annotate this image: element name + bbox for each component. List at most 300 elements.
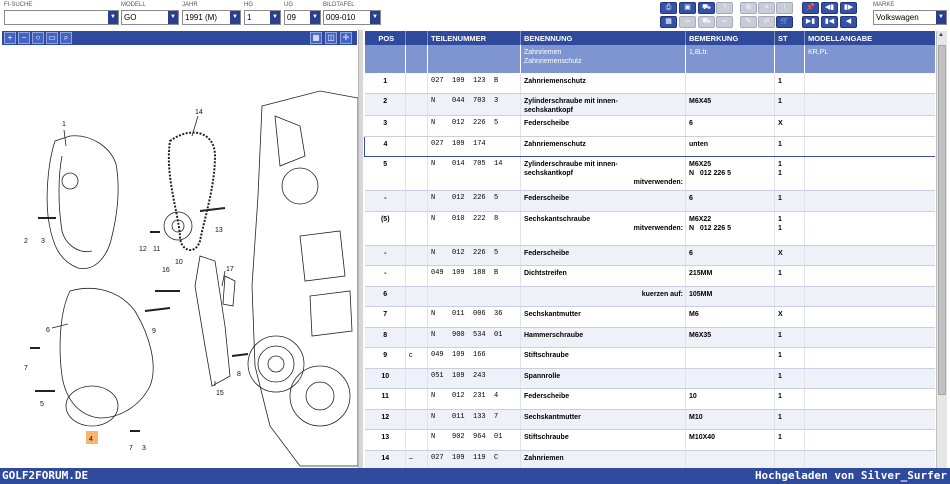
cell-modellangabe (805, 450, 936, 468)
cell-flag (406, 327, 428, 348)
cell-bemerkung (686, 157, 775, 191)
cell-teilenummer: 049 109 188 B (428, 266, 521, 287)
cell-pos: 5 (365, 157, 406, 191)
step-back-icon: ◀▮ (824, 4, 835, 11)
callout-16[interactable]: 16 (162, 267, 170, 274)
cell-benennung: Zahnriemenschutz (521, 136, 686, 157)
aux-pulley-inner (306, 382, 334, 410)
cell-modellangabe (805, 286, 936, 307)
modell-label: MODELL (121, 2, 146, 8)
hg-field (244, 1, 281, 25)
callout-12[interactable]: 12 (139, 246, 147, 253)
callout-1[interactable]: 1 (62, 121, 66, 128)
cell-teilenummer: N 900 534 01 (428, 327, 521, 348)
cell-teilenummer: 027 109 174 (428, 136, 521, 157)
cell-bemerkung: M10 (686, 409, 775, 430)
modell-select[interactable] (121, 10, 179, 25)
table-row[interactable] (365, 73, 936, 94)
cell-benennung: Zahnriemen (521, 450, 686, 468)
chevron-down-icon: ▼ (168, 11, 178, 24)
hg-label: HG (244, 2, 253, 8)
group-benennung (521, 45, 686, 73)
table-row[interactable] (365, 191, 936, 212)
mitverwenden-label: mitverwenden: (633, 224, 683, 232)
cell-benennung: Federscheibe (521, 116, 686, 137)
grid-icon: ▦ (665, 18, 672, 25)
callout-13[interactable]: 13 (215, 227, 223, 234)
group-header-row (365, 45, 936, 73)
cell-modellangabe (805, 94, 936, 116)
cell-flag (406, 430, 428, 451)
catalog-button[interactable] (679, 2, 696, 14)
st-text-2: 1 (778, 170, 782, 177)
print-button[interactable] (660, 2, 677, 14)
back-button[interactable] (679, 16, 696, 28)
cell-pos: 13 (365, 430, 406, 451)
table-header-row (365, 31, 936, 45)
cell-teilenummer: N 044 703 3 (428, 94, 521, 116)
table-row[interactable] (365, 389, 936, 410)
cell-benennung: Federscheibe (521, 245, 686, 266)
group-flag (406, 45, 428, 73)
col-teilenummer-header[interactable]: TEILENUMMER (428, 31, 521, 45)
parts-table-container (364, 31, 935, 468)
table-row[interactable] (365, 94, 936, 116)
car-icon: ⛟ (702, 4, 711, 11)
col-st-header[interactable]: ST (775, 31, 805, 45)
cell-flag (406, 116, 428, 137)
top-toolbar (0, 0, 950, 30)
cell-bemerkung (686, 368, 775, 389)
cell-st (775, 157, 805, 191)
chevron-down-icon: ▼ (270, 11, 280, 24)
bemerkung-text: M6X25 (689, 161, 712, 168)
chevron-down-icon: ▼ (108, 11, 118, 24)
callout-10[interactable]: 10 (175, 259, 183, 266)
cell-flag (406, 409, 428, 430)
group-nr (428, 45, 521, 73)
cell-st: 1 (775, 136, 805, 157)
callout-15[interactable]: 15 (216, 390, 224, 397)
expand-button[interactable] (340, 32, 352, 44)
cell-bemerkung: 6 (686, 116, 775, 137)
crank-hub (268, 356, 284, 372)
skip-last-icon: ▮◀ (824, 18, 835, 25)
group-st (775, 45, 805, 73)
st-text: 1 (778, 215, 782, 223)
cell-teilenummer (428, 286, 521, 307)
table-row[interactable] (365, 157, 936, 191)
cell-bemerkung: 6 (686, 245, 775, 266)
st-text-2: 1 (778, 224, 782, 232)
callout-4[interactable]: 4 (89, 436, 93, 443)
bildtafel-label: BILDTAFEL (323, 2, 355, 8)
timing-belt (169, 133, 215, 250)
cell-flag (406, 94, 428, 116)
magnifier-button[interactable] (60, 32, 72, 44)
cell-modellangabe (805, 116, 936, 137)
cart-icon: 🛒 (780, 18, 789, 25)
cell-flag (406, 266, 428, 287)
table-row[interactable] (365, 211, 936, 245)
col-bemerkung-header[interactable]: BEMERKUNG (686, 31, 775, 45)
help-icon: ? (722, 4, 727, 11)
table-row[interactable] (365, 307, 936, 328)
callout-2[interactable]: 2 (24, 238, 28, 245)
chevron-down-icon: ▼ (310, 11, 320, 24)
cell-bemerkung: 105MM (686, 286, 775, 307)
cell-flag: c (406, 348, 428, 369)
copy-button[interactable] (740, 2, 757, 14)
cell-flag (406, 157, 428, 191)
step-forward-icon: ▮▶ (843, 4, 854, 11)
leader-6 (52, 324, 68, 328)
cell-benennung: Stiftschraube (521, 430, 686, 451)
table-row[interactable] (365, 245, 936, 266)
group-benennung-1: Zahnriemen (524, 49, 562, 56)
help-button[interactable] (716, 2, 733, 14)
prev-button[interactable] (840, 16, 857, 28)
col-modellangabe-header[interactable]: MODELLANGABE (805, 31, 936, 45)
marke-value: Volkswagen (876, 13, 919, 22)
cell-st: 1 (775, 191, 805, 212)
bemerkung-text: M6X22 (689, 215, 712, 223)
info-icon: i (783, 4, 786, 11)
cell-st: 1 (775, 94, 805, 116)
bildtafel-value: 009-010 (326, 13, 356, 22)
cell-benennung: Sechskantmutter (521, 409, 686, 430)
benennung-text: Sechskantschraube (524, 215, 591, 223)
cell-st (775, 450, 805, 468)
cell-teilenummer: N 011 006 36 (428, 307, 521, 328)
col-flag-header (406, 31, 428, 45)
cam-housing (275, 116, 305, 166)
cell-pos: 12 (365, 409, 406, 430)
cell-pos: 2 (365, 94, 406, 116)
cell-teilenummer: N 014 705 14 (428, 157, 521, 191)
cell-benennung: Dichtstreifen (521, 266, 686, 287)
crank-cover-ring (66, 386, 118, 426)
cell-pos: 6 (365, 286, 406, 307)
cell-bemerkung: M6X35 (686, 327, 775, 348)
prev-image-button[interactable] (821, 2, 838, 14)
expand-icon: ✛ (342, 33, 350, 42)
cell-benennung: Sechskantmutter (521, 307, 686, 328)
cell-pos: - (365, 191, 406, 212)
st-text: 1 (778, 161, 782, 168)
cell-bemerkung: M6 (686, 307, 775, 328)
jahr-value: 1991 (M) (185, 13, 218, 22)
hg-value: 1 (247, 13, 252, 22)
cell-bemerkung (686, 73, 775, 94)
table-row[interactable] (365, 136, 936, 157)
diagram-toolbar (2, 31, 357, 45)
copy-icon: ⧉ (746, 4, 751, 11)
callout-3[interactable]: 3 (41, 238, 45, 245)
scrollbar-thumb[interactable] (938, 45, 946, 395)
table-row[interactable] (365, 368, 936, 389)
cell-modellangabe (805, 266, 936, 287)
cell-teilenummer: N 010 222 8 (428, 211, 521, 245)
cell-teilenummer: 051 109 243 (428, 368, 521, 389)
footer-uploader: Hochgeladen von Silver_Surfer (754, 469, 947, 482)
zoom-in-icon: + (7, 33, 13, 42)
cell-pos: (5) (365, 211, 406, 245)
note-icon: ✎ (745, 18, 752, 25)
cell-benennung: Federscheibe (521, 389, 686, 410)
cell-pos: - (365, 245, 406, 266)
forward-button[interactable] (716, 16, 733, 28)
zoom-out-button[interactable] (18, 32, 30, 44)
marke-select[interactable] (873, 10, 947, 25)
last-button[interactable] (821, 16, 838, 28)
crank-pulley (248, 336, 304, 392)
cell-teilenummer: N 011 133 7 (428, 409, 521, 430)
table-row[interactable] (365, 327, 936, 348)
jahr-field (182, 1, 241, 25)
group-modellangabe: KR,PL (805, 45, 936, 73)
table-row[interactable] (365, 266, 936, 287)
book-icon: ▣ (684, 4, 691, 11)
cell-benennung: Zahnriemenschutz (521, 73, 686, 94)
cell-teilenummer: N 012 226 5 (428, 116, 521, 137)
callout-7b[interactable]: 7 (129, 445, 133, 452)
benennung-text: Zylinderschraube mit innen- sechskantkopf (524, 161, 618, 177)
bildtafel-field (323, 1, 381, 25)
stud-13 (200, 208, 225, 211)
cell-modellangabe (805, 327, 936, 348)
table-row[interactable] (365, 116, 936, 137)
cell-flag (406, 73, 428, 94)
cell-bemerkung: M10X40 (686, 430, 775, 451)
table-row[interactable] (365, 409, 936, 430)
callout-3b[interactable]: 3 (142, 445, 146, 452)
cell-pos: 8 (365, 327, 406, 348)
cell-benennung (521, 211, 686, 245)
aux-pulley (290, 366, 350, 426)
marke-field (873, 1, 947, 25)
tensioner-hub (172, 220, 184, 232)
callout-17[interactable]: 17 (226, 266, 234, 273)
cell-modellangabe (805, 307, 936, 328)
cell-modellangabe (805, 191, 936, 212)
cell-modellangabe (805, 368, 936, 389)
split-view-button[interactable] (325, 32, 337, 44)
cell-modellangabe (805, 348, 936, 369)
belt-cover-rib (59, 156, 92, 252)
bolt-8 (232, 354, 248, 356)
cell-bemerkung: 6 (686, 191, 775, 212)
cell-benennung: Stiftschraube (521, 348, 686, 369)
thumbnails-button[interactable] (310, 32, 322, 44)
table-scrollbar[interactable] (936, 31, 947, 468)
belt-cover-lower (60, 288, 153, 418)
marke-label: MARKE (873, 2, 895, 8)
cam-sprocket (282, 168, 318, 204)
mitverwenden-value: N 012 226 5 (689, 224, 732, 232)
next-image-button[interactable] (840, 2, 857, 14)
compare-button[interactable] (758, 16, 775, 28)
exploded-parts-diagram (0, 46, 358, 468)
bildtafel-select[interactable] (323, 10, 381, 25)
cell-modellangabe (805, 136, 936, 157)
cart-button[interactable] (776, 16, 793, 28)
list-icon: ≡ (764, 4, 769, 11)
jahr-label: JAHR (182, 2, 198, 8)
cell-pos: - (365, 266, 406, 287)
vehicle-icon: ⛟ (702, 18, 711, 25)
cell-st: 1 (775, 409, 805, 430)
zoom-area-button[interactable] (46, 32, 58, 44)
cell-teilenummer: N 012 231 4 (428, 389, 521, 410)
cell-bemerkung (686, 348, 775, 369)
cell-st: 1 (775, 73, 805, 94)
cell-pos: 7 (365, 307, 406, 328)
table-button[interactable] (660, 16, 677, 28)
pane-splitter[interactable] (358, 30, 363, 468)
cell-modellangabe (805, 211, 936, 245)
cell-benennung: Spannrolle (521, 368, 686, 389)
cell-st: 1 (775, 430, 805, 451)
belt-cover-upper (47, 136, 118, 269)
modell-field (121, 1, 179, 25)
list-button[interactable] (758, 2, 775, 14)
callout-9[interactable]: 9 (152, 328, 156, 335)
scroll-up-icon[interactable]: ▲ (938, 32, 944, 38)
triangle-left-icon: ◀ (845, 18, 852, 25)
cell-bemerkung (686, 211, 775, 245)
arrow-right-icon: ⇨ (721, 18, 728, 25)
cell-teilenummer: 027 109 119 C (428, 450, 521, 468)
cell-pos: 3 (365, 116, 406, 137)
callout-8[interactable]: 8 (237, 371, 241, 378)
cell-flag (406, 389, 428, 410)
jahr-select[interactable] (182, 10, 241, 25)
cell-benennung: kuerzen auf: (521, 286, 686, 307)
group-pos (365, 45, 406, 73)
cell-st (775, 211, 805, 245)
cell-teilenummer: N 012 226 5 (428, 191, 521, 212)
table-row[interactable] (365, 348, 936, 369)
zoom-area-icon: ▭ (48, 33, 56, 42)
cell-pos: 9 (365, 348, 406, 369)
cell-st: 1 (775, 389, 805, 410)
group-benennung-2: Zahnriemenschutz (524, 58, 582, 65)
cell-flag: – (406, 450, 428, 468)
cell-benennung: Zylinderschraube mit innen- sechskantkopf (521, 94, 686, 116)
cell-modellangabe (805, 73, 936, 94)
group-bemerkung: 1,8Ltr. (686, 45, 775, 73)
compare-icon: ⇄ (763, 18, 770, 25)
cell-st: X (775, 245, 805, 266)
arrow-left-icon: ⇦ (684, 18, 691, 25)
first-button[interactable] (802, 16, 819, 28)
cell-st: X (775, 307, 805, 328)
parts-drawing (0, 46, 358, 468)
zoom-fit-button[interactable] (32, 32, 44, 44)
cell-flag (406, 245, 428, 266)
cell-modellangabe (805, 430, 936, 451)
info-button[interactable] (776, 2, 793, 14)
cover-logo (62, 173, 78, 189)
cell-teilenummer: 049 109 166 (428, 348, 521, 369)
cell-modellangabe (805, 389, 936, 410)
cell-flag (406, 191, 428, 212)
cell-flag (406, 211, 428, 245)
vehicle-button[interactable] (698, 16, 715, 28)
col-pos-header[interactable]: POS (365, 31, 406, 45)
modell-value: GO (124, 13, 137, 22)
bracket-plate (223, 276, 235, 306)
cell-teilenummer: 027 109 123 B (428, 73, 521, 94)
cell-pos: 1 (365, 73, 406, 94)
skip-first-icon: ▶▮ (805, 18, 816, 25)
cell-modellangabe (805, 409, 936, 430)
cell-pos: 14 (365, 450, 406, 468)
split-icon: ◫ (327, 33, 335, 42)
bolt-9 (145, 308, 170, 311)
cell-pos: 10 (365, 368, 406, 389)
zoom-out-icon: − (21, 33, 27, 42)
fi-suche-field (4, 1, 119, 25)
footer-site: GOLF2FORUM.DE (2, 469, 89, 482)
cell-bemerkung: 10 (686, 389, 775, 410)
cell-bemerkung (686, 450, 775, 468)
engine-detail (300, 231, 345, 281)
callout-14[interactable]: 14 (195, 109, 203, 116)
search-icon: ⌕ (63, 33, 69, 42)
cell-bemerkung: M6X45 (686, 94, 775, 116)
ug-value: 09 (287, 13, 296, 22)
hg-select[interactable] (244, 10, 281, 25)
cell-pos: 4 (365, 136, 406, 157)
cell-st: 1 (775, 327, 805, 348)
cell-benennung: Federscheibe (521, 191, 686, 212)
table-row[interactable] (365, 430, 936, 451)
callout-11[interactable]: 11 (153, 246, 161, 253)
callout-5[interactable]: 5 (40, 401, 44, 408)
cell-bemerkung: unten (686, 136, 775, 157)
ug-field (284, 1, 321, 25)
cell-bemerkung: 215MM (686, 266, 775, 287)
fi-suche-label: FI-SUCHE (4, 2, 33, 8)
cell-benennung: Hammerschraube (521, 327, 686, 348)
ug-label: UG (284, 2, 293, 8)
table-row[interactable] (365, 286, 936, 307)
parts-table (364, 31, 935, 468)
cell-flag (406, 286, 428, 307)
cell-flag (406, 136, 428, 157)
cell-pos: 11 (365, 389, 406, 410)
printer-icon: ⎙ (665, 4, 672, 11)
zoom-in-button[interactable] (4, 32, 16, 44)
cell-st: 1 (775, 266, 805, 287)
fi-suche-select[interactable] (4, 10, 119, 25)
col-benennung-header[interactable]: BENENNUNG (521, 31, 686, 45)
pin-icon: 📌 (806, 4, 815, 11)
callout-7[interactable]: 7 (24, 365, 28, 372)
pin-button[interactable] (802, 2, 819, 14)
cell-benennung (521, 157, 686, 191)
cell-flag (406, 368, 428, 389)
ug-select[interactable] (284, 10, 321, 25)
car-button[interactable] (698, 2, 715, 14)
table-row[interactable] (365, 450, 936, 468)
crank-pulley-inner (258, 346, 294, 382)
callout-6[interactable]: 6 (46, 327, 50, 334)
cell-st: 1 (775, 368, 805, 389)
note-button[interactable] (740, 16, 757, 28)
